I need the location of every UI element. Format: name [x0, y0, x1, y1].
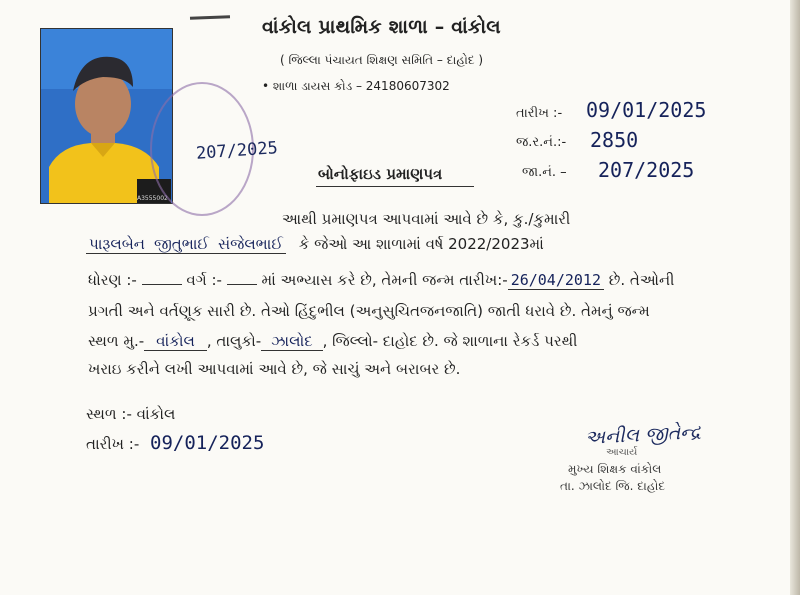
- student-name: પારૂલબેન જીતુભાઈ સંજેલભાઈ: [86, 235, 286, 254]
- class-blank: [227, 270, 257, 285]
- body-line-3: [88, 270, 674, 289]
- school-name: વાંકોલ પ્રાથમિક શાળા – વાંકોલ: [262, 16, 501, 38]
- date-label: તારીખ :-: [516, 106, 563, 121]
- footer-place: [86, 405, 175, 423]
- principal-seal: [560, 462, 666, 494]
- class-label: વર્ગ :-: [186, 271, 222, 289]
- taluka: ઝાલોદ: [261, 332, 322, 351]
- body-line-2: [86, 235, 544, 253]
- footer-place-value: વાંકોલ: [136, 405, 176, 423]
- paper-edge: [790, 0, 800, 595]
- body-line-3-mid: માં અભ્યાસ કરે છે, તેમની જન્મ તારીખ:-: [261, 271, 508, 289]
- photo-code: A3555002: [137, 195, 168, 202]
- footer-date: [86, 432, 264, 454]
- committee-subtitle: ( જિલ્લા પંચાયત શિક્ષણ સમિતિ – દાહોદ ): [280, 53, 484, 67]
- taluka-label: , તાલુકો-: [206, 332, 262, 350]
- seal-line-1: મુખ્ય શિક્ષક વાંકોલ: [568, 462, 662, 476]
- issue-date: 09/01/2025: [586, 98, 707, 122]
- title-underline: [316, 186, 474, 187]
- footer-date-label: તારીખ :-: [86, 435, 140, 453]
- body-line-2-tail: કે જેઓ આ શાળામાં વર્ષ 2022/2023માં: [298, 235, 544, 253]
- principal-signature: અનીલ જીતેન્દ્ર: [584, 420, 702, 450]
- register-number: 2850: [590, 128, 639, 152]
- certificate-title: બોનોફાઇડ પ્રમાણપત્ર: [318, 165, 443, 183]
- standard-label: ધોરણ :-: [88, 271, 137, 289]
- footer-date-value: 09/01/2025: [150, 432, 265, 454]
- body-line-6: ખરાઇ કરીને લખી આપવામાં આવે છે, જે સાચું અને બરાબર છે.: [88, 360, 461, 378]
- bullet: •: [262, 79, 273, 93]
- footer-place-label: સ્થળ :-: [86, 405, 132, 423]
- birth-place-label: સ્થળ મુ.-: [88, 332, 145, 350]
- body-line-4: પ્રગતી અને વર્તણૂક સારી છે. તેઓ હિંદુભીલ (અનુસુચિતજનજાતિ) જાતી ધરાવે છે. તેમનું જન્મ: [88, 302, 650, 320]
- margin-mark: [190, 15, 230, 19]
- body-line-3-tail: છે. તેઓની: [608, 271, 675, 289]
- seal-line-2: તા. ઝાલોદ જિ. દાહોદ: [560, 479, 666, 493]
- dise-code: • શાળા ડાયસ કોડ – 24180607302: [262, 79, 450, 93]
- register-label: જ.ર.નં.:-: [516, 135, 567, 150]
- body-line-5-tail: , જિલ્લો- દાહોદ છે. જે શાળાના રેકર્ડ પરથી: [322, 332, 578, 350]
- date-of-birth: 26/04/2012: [508, 271, 604, 290]
- stamp-date: 207/2025: [195, 138, 279, 164]
- birth-place: વાંકોલ: [144, 332, 207, 351]
- body-line-5: [88, 332, 577, 350]
- outward-number: 207/2025: [598, 158, 695, 182]
- outward-label: જા.નં. –: [522, 165, 567, 180]
- student-photo: [40, 28, 173, 204]
- principal-role-small: આચાર્ય: [606, 447, 638, 458]
- body-line-1: આથી પ્રમાણપત્ર આપવામાં આવે છે કે, કુ./કુમારી: [282, 210, 571, 228]
- student-photo-image: [41, 29, 172, 203]
- standard-blank: [142, 270, 182, 285]
